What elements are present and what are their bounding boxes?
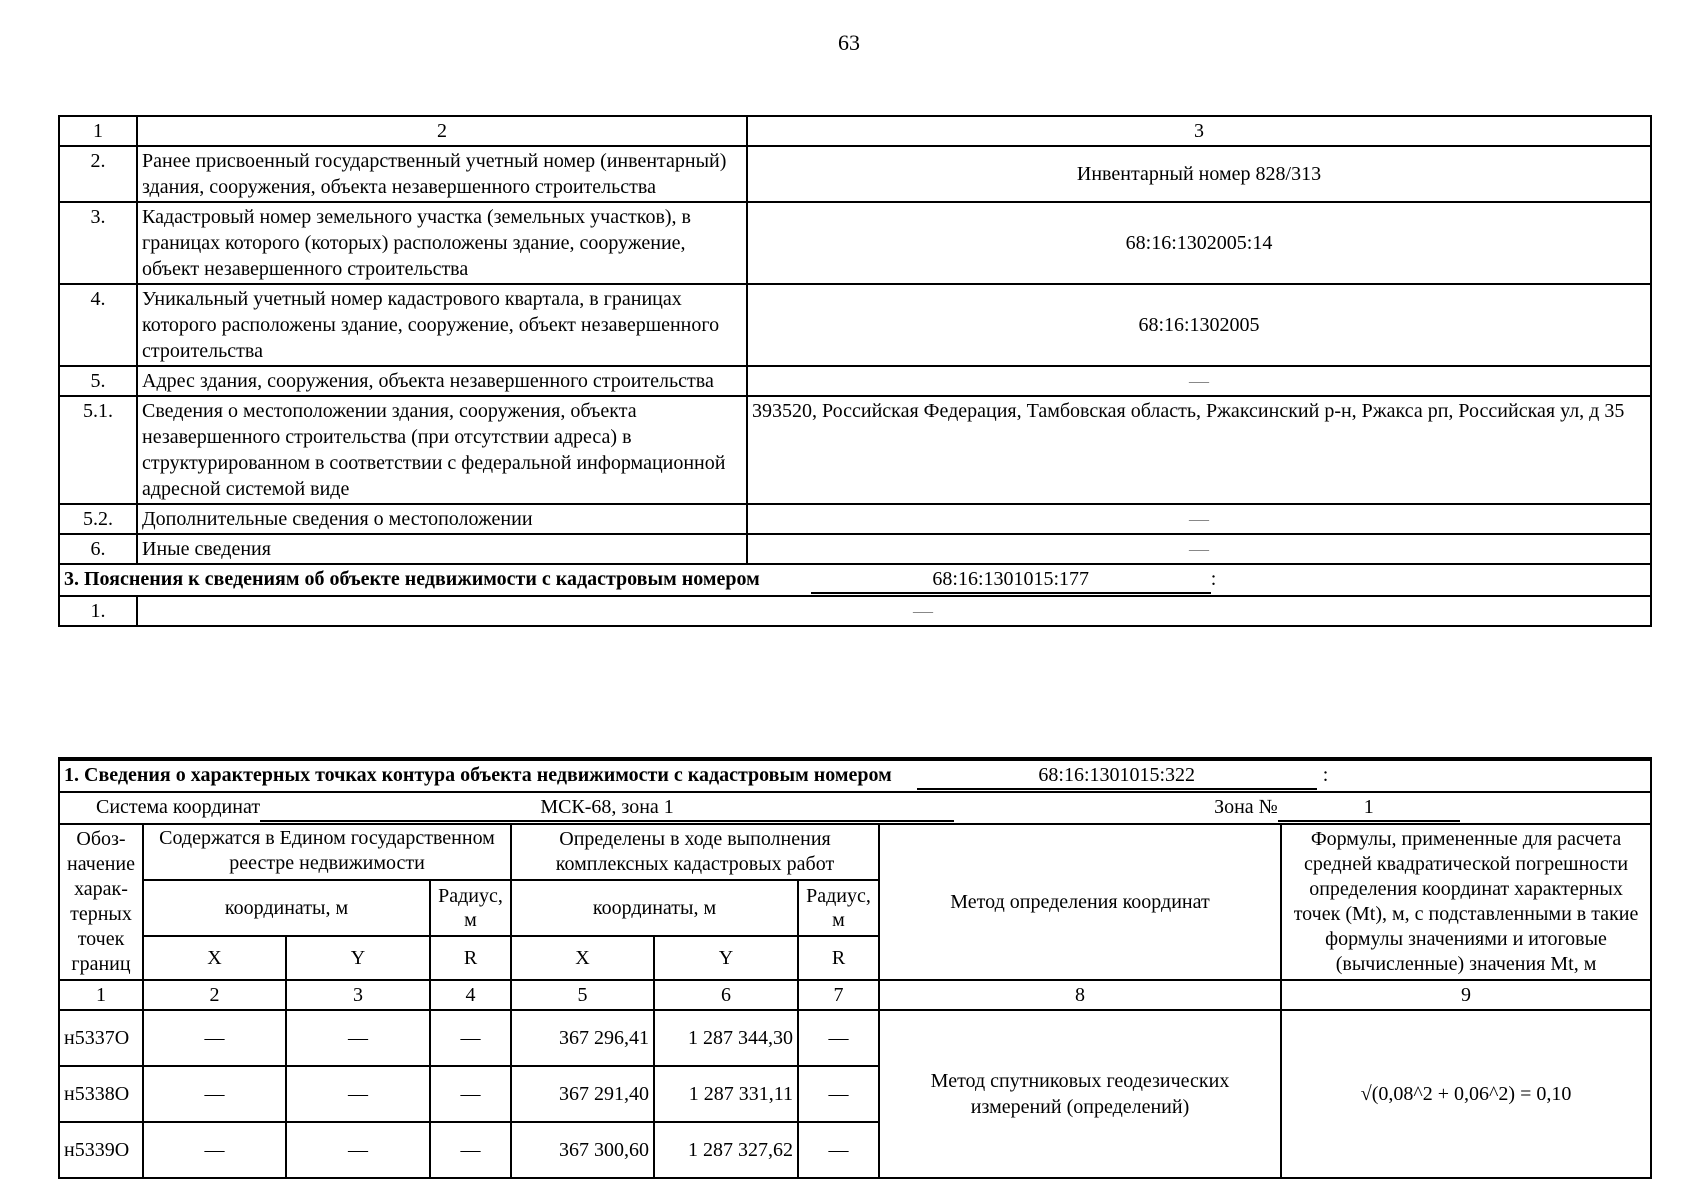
point-y: 1 287 344,30: [654, 1010, 798, 1066]
object-info-table: [58, 115, 1652, 627]
row-value: —: [747, 504, 1651, 534]
r-header-determined: R: [798, 936, 879, 980]
col-num-5: 5: [511, 980, 654, 1010]
formula-value: √(0,08^2 + 0,06^2) = 0,10: [1281, 1010, 1651, 1178]
section-3-header: [59, 564, 1651, 596]
radius-header-registry: Радиус, м: [430, 880, 511, 936]
x-header-determined: X: [511, 936, 654, 980]
point-y-registry: —: [286, 1010, 430, 1066]
point-x-registry: —: [143, 1010, 286, 1066]
point-x-registry: —: [143, 1066, 286, 1122]
row-number: 5.2.: [59, 504, 137, 534]
col-num-2: 2: [143, 980, 286, 1010]
section-1-colon: :: [1322, 764, 1329, 786]
row-number: 5.: [59, 366, 137, 396]
row-label: Уникальный учетный номер кадастрового квартала, в границах которого расположены здание, сооружение, объект незавершенного строительства: [137, 284, 747, 366]
col-num-2: 2: [137, 116, 747, 146]
point-r: —: [798, 1010, 879, 1066]
x-header-registry: X: [143, 936, 286, 980]
row-number: 5.1.: [59, 396, 137, 504]
zone-value: 1: [1278, 794, 1460, 822]
point-y: 1 287 327,62: [654, 1122, 798, 1178]
point-x-registry: —: [143, 1122, 286, 1178]
point-y-registry: —: [286, 1066, 430, 1122]
row-label: Адрес здания, сооружения, объекта незавершенного строительства: [137, 366, 747, 396]
section-1-header-row: [59, 759, 1651, 792]
col-num-3: 3: [286, 980, 430, 1010]
table-row: [59, 146, 1651, 202]
table-row: [59, 366, 1651, 396]
row-number: 6.: [59, 534, 137, 564]
column-number-row: [59, 116, 1651, 146]
r-header-registry: R: [430, 936, 511, 980]
col-num-1: 1: [59, 980, 143, 1010]
point-r-registry: —: [430, 1066, 511, 1122]
point-y-registry: —: [286, 1122, 430, 1178]
point-name: н5338О: [59, 1066, 143, 1122]
characteristic-points-table: [58, 757, 1652, 1179]
zone-label: Зона №: [1214, 796, 1278, 818]
section-3-header-row: [59, 564, 1651, 596]
table-row: [59, 596, 1651, 626]
col-num-9: 9: [1281, 980, 1651, 1010]
col-num-6: 6: [654, 980, 798, 1010]
coords-header-determined: координаты, м: [511, 880, 798, 936]
row-number: 4.: [59, 284, 137, 366]
col-num-3: 3: [747, 116, 1651, 146]
y-header-registry: Y: [286, 936, 430, 980]
point-r: —: [798, 1066, 879, 1122]
col-num-7: 7: [798, 980, 879, 1010]
row-value: 68:16:1302005: [747, 284, 1651, 366]
y-header-determined: Y: [654, 936, 798, 980]
section-3-colon: :: [1210, 568, 1217, 590]
row-value: 68:16:1302005:14: [747, 202, 1651, 284]
section-1-title: 1. Сведения о характерных точках контура объекта недвижимости с кадастровым номером: [64, 764, 892, 786]
coord-system-value: МСК-68, зона 1: [260, 794, 954, 822]
point-r: —: [798, 1122, 879, 1178]
row-value: —: [747, 366, 1651, 396]
row-label: Ранее присвоенный государственный учетный номер (инвентарный) здания, сооружения, объекта незавершенного строительства: [137, 146, 747, 202]
table-row: [59, 202, 1651, 284]
row-number: 2.: [59, 146, 137, 202]
point-x: 367 291,40: [511, 1066, 654, 1122]
row-number: 3.: [59, 202, 137, 284]
in-registry-header: Содержатся в Едином государственном реестре недвижимости: [143, 824, 511, 880]
col-num-4: 4: [430, 980, 511, 1010]
col-num-1: 1: [59, 116, 137, 146]
coord-system-label: Система координат: [96, 796, 261, 818]
point-x: 367 300,60: [511, 1122, 654, 1178]
point-name: н5337О: [59, 1010, 143, 1066]
row-label: Дополнительные сведения о местоположении: [137, 504, 747, 534]
row-number: 1.: [59, 596, 137, 626]
section-1-cadastral-number: 68:16:1301015:322: [917, 762, 1317, 790]
page-number: 63: [838, 30, 860, 55]
col-num-8: 8: [879, 980, 1281, 1010]
table-row: [59, 284, 1651, 366]
point-name: н5339О: [59, 1122, 143, 1178]
table-row: [59, 534, 1651, 564]
row-label: Сведения о местоположении здания, сооружения, объекта незавершенного строительства (при отсутствии адреса) в структурированном в соответствии с федеральной информационной адресной системой виде: [137, 396, 747, 504]
determined-header: Определены в ходе выполнения комплексных кадастровых работ: [511, 824, 879, 880]
row-value: —: [747, 534, 1651, 564]
table-row: [59, 396, 1651, 504]
designation-header: Обоз-начение харак-терных точек границ: [59, 824, 143, 980]
radius-header-determined: Радиус, м: [798, 880, 879, 936]
column-number-row: [59, 980, 1651, 1010]
point-r-registry: —: [430, 1010, 511, 1066]
row-label: Иные сведения: [137, 534, 747, 564]
table-row: [59, 1010, 1651, 1066]
table-row: [59, 504, 1651, 534]
coords-header-registry: координаты, м: [143, 880, 430, 936]
coordinate-system: [59, 792, 1651, 824]
section-3-title: 3. Пояснения к сведениям об объекте недвижимости с кадастровым номером: [64, 568, 760, 590]
point-y: 1 287 331,11: [654, 1066, 798, 1122]
row-value: —: [137, 596, 1651, 626]
row-value: Инвентарный номер 828/313: [747, 146, 1651, 202]
coordinate-system-row: [59, 792, 1651, 824]
header-row-1: [59, 824, 1651, 880]
point-x: 367 296,41: [511, 1010, 654, 1066]
section-3-cadastral-number: 68:16:1301015:177: [811, 566, 1211, 594]
method-value: Метод спутниковых геодезических измерений (определений): [879, 1010, 1281, 1178]
formulas-header: Формулы, примененные для расчета средней квадратической погрешности определения координат характерных точек (Mt), м, с подставленными в такие формулы значениями и итоговые (вычисленные) значения Mt, м: [1281, 824, 1651, 980]
method-header: Метод определения координат: [879, 824, 1281, 980]
section-1-header: [59, 759, 1651, 792]
point-r-registry: —: [430, 1122, 511, 1178]
row-value: 393520, Российская Федерация, Тамбовская область, Ржаксинский р-н, Ржакса рп, Российская ул, д 35: [747, 396, 1651, 504]
row-label: Кадастровый номер земельного участка (земельных участков), в границах которого (которых) расположены здание, сооружение, объект незавершенного строительства: [137, 202, 747, 284]
